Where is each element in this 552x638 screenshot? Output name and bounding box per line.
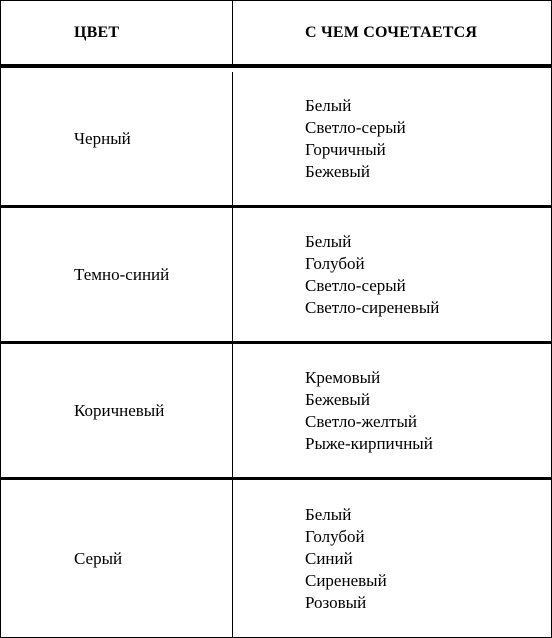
- color-name: Темно-синий: [74, 264, 170, 284]
- header-cell-matches: [233, 1, 551, 64]
- match-item: Светло-сиреневый: [305, 297, 440, 317]
- match-item: Белый: [305, 95, 352, 115]
- color-cell: [1, 208, 233, 341]
- match-item: Светло-серый: [305, 117, 406, 137]
- match-item: Розовый: [305, 592, 367, 612]
- match-item: Синий: [305, 548, 353, 568]
- color-name: Черный: [74, 128, 131, 148]
- table-header-row: [1, 1, 551, 68]
- header-cell-color: [1, 1, 233, 64]
- table-row: [1, 480, 551, 637]
- matches-cell: [233, 480, 551, 637]
- match-item: Бежевый: [305, 389, 370, 409]
- color-cell: [1, 480, 233, 637]
- match-item: Белый: [305, 231, 352, 251]
- match-item: Светло-желтый: [305, 411, 417, 431]
- matches-cell: [233, 208, 551, 341]
- match-item: Сиреневый: [305, 570, 387, 590]
- match-item: Кремовый: [305, 367, 381, 387]
- match-item: Светло-серый: [305, 275, 406, 295]
- color-cell: [1, 72, 233, 205]
- matches-cell: [233, 344, 551, 477]
- match-item: Голубой: [305, 253, 365, 273]
- matches-list: [305, 367, 433, 455]
- match-item: Бежевый: [305, 161, 370, 181]
- matches-list: [305, 231, 439, 319]
- color-name: Коричневый: [74, 400, 165, 420]
- matches-list: [305, 504, 387, 614]
- header-matches-label: С ЧЕМ СОЧЕТАЕТСЯ: [305, 23, 478, 41]
- table-row: [1, 208, 551, 344]
- matches-list: [305, 95, 406, 183]
- match-item: Белый: [305, 504, 352, 524]
- header-color-label: ЦВЕТ: [74, 23, 120, 41]
- color-name: Серый: [74, 548, 123, 568]
- table-row: [1, 72, 551, 208]
- table-row: [1, 344, 551, 480]
- color-cell: [1, 344, 233, 477]
- match-item: Горчичный: [305, 139, 386, 159]
- match-item: Голубой: [305, 526, 365, 546]
- matches-cell: [233, 72, 551, 205]
- match-item: Рыже-кирпичный: [305, 433, 433, 453]
